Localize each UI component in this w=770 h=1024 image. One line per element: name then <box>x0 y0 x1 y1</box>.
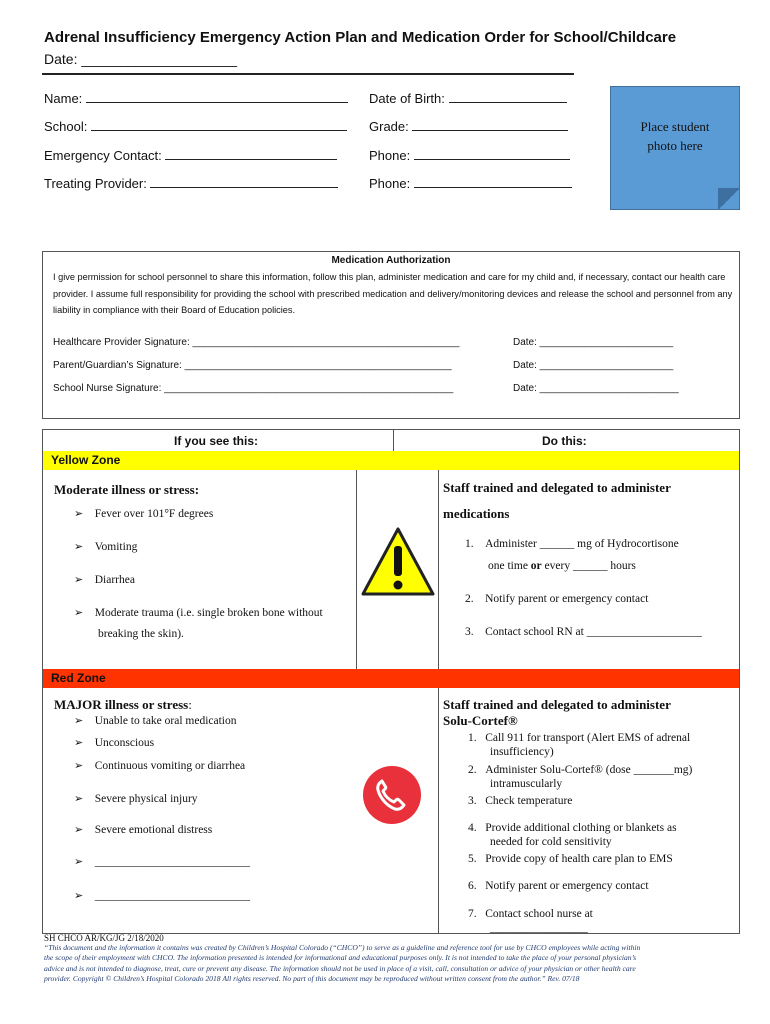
student-photo-placeholder[interactable] <box>610 86 740 210</box>
yellow-step-3 <box>465 626 702 638</box>
yellow-zone-bar <box>43 451 739 470</box>
red-zone-bar <box>43 669 739 688</box>
healthcare-provider-signature[interactable]: Healthcare Provider Signature: ________________________________________________ <box>53 337 460 348</box>
step-text-continued: needed for cold sensitivity <box>490 836 612 848</box>
step-text-continued: insufficiency) <box>490 746 554 758</box>
step-text-continued: intramuscularly <box>490 778 563 790</box>
emergency-contact-field[interactable] <box>44 147 337 163</box>
name-field[interactable] <box>44 90 348 106</box>
photo-label-line2: photo here <box>647 138 703 153</box>
red-step-5 <box>468 853 673 865</box>
yellow-col-divider-1 <box>356 470 357 669</box>
red-symptom-blank[interactable]: ➢ ___________________________ <box>74 890 250 902</box>
treating-provider-field[interactable] <box>44 175 338 191</box>
disclaimer-text: “This document and the information it contains was created by Children’s Hospital Colorado (“CHCO”) to serve as a guideline and reference tool for use by CHCO employees while acting within the scope of their employment with CHCO. The information presented is intended for informational and educational purposes only. It is not intended to take the place of your personal physician’s advice and is not intended to diagnose, treat, cure or prevent any disease. The information should not be used in place of a visit, call, consultation or advice of your physician or other health care provider. Copyright © Children’s Hospital Colorado 2018 All rights reserved. No part of this document may be reproduced without written consent from the author.” Rev. 07/18 <box>44 943 641 984</box>
yellow-zone-label: Yellow Zone <box>51 453 121 467</box>
grade-label: Grade: <box>369 119 409 134</box>
yellow-symptom-text: Diarrhea <box>94 574 135 586</box>
yellow-symptom: ➢ Vomiting <box>74 541 138 553</box>
photo-label-line1: Place student <box>640 119 710 134</box>
parent-signature[interactable]: Parent/Guardian’s Signature: ________________________________________________ <box>53 360 452 371</box>
dob-label: Date of Birth: <box>369 91 445 106</box>
step-text[interactable]: Contact school RN at ____________________ <box>485 626 702 638</box>
dob-field[interactable] <box>369 90 567 106</box>
provider-phone-field[interactable] <box>369 175 572 191</box>
yellow-symptom-text: Vomiting <box>94 541 138 553</box>
step-number: 6. <box>468 880 477 892</box>
red-step-2 <box>468 763 692 791</box>
yellow-symptom: ➢ Moderate trauma (i.e. single broken bone without <box>74 607 323 619</box>
step-number: 2. <box>468 764 477 776</box>
step-number: 2. <box>465 593 474 605</box>
school-field[interactable] <box>44 118 347 134</box>
yellow-symptom-text: Moderate trauma (i.e. single broken bone without <box>94 607 323 619</box>
treating-provider-label: Treating Provider: <box>44 176 147 191</box>
header-col-divider <box>393 430 394 451</box>
authorization-title: Medication Authorization <box>331 255 451 266</box>
red-zone-label: Red Zone <box>51 671 106 685</box>
yellow-symptom: ➢ Diarrhea <box>74 574 135 586</box>
yellow-col-divider-2 <box>438 470 439 669</box>
step-number: 3. <box>465 626 474 638</box>
step-text: Check temperature <box>485 795 573 807</box>
emergency-contact-label: Emergency Contact: <box>44 148 162 163</box>
step-number: 5. <box>468 853 477 865</box>
red-step-3 <box>468 795 572 807</box>
red-symptom-text: Severe physical injury <box>94 793 198 805</box>
school-nurse-blank[interactable]: _________________ <box>490 922 588 934</box>
red-action-heading-2: Solu-Cortef® <box>443 713 518 728</box>
authorization-text: I give permission for school personnel to share this information, follow this plan, administer medication and care for my child and, if necessary, contact our health care provider. I assume full responsibility for providing the school with prescribed medication and delivery/monitoring devices and release the school and personnel from any liability in compliance with their Board of Education policies. <box>53 272 733 315</box>
page-curl-icon <box>718 188 740 210</box>
school-label: School: <box>44 119 88 134</box>
yellow-heading: Moderate illness or stress: <box>54 482 200 497</box>
step-text[interactable]: Administer Solu-Cortef® (dose _______mg) <box>485 764 693 776</box>
red-action-heading-1: Staff trained and delegated to administer <box>443 697 671 712</box>
red-symptom: ➢ Continuous vomiting or diarrhea <box>74 760 246 772</box>
yellow-step-2 <box>465 593 648 605</box>
red-step-4 <box>468 821 677 849</box>
red-symptom-blank[interactable]: ➢ ___________________________ <box>74 856 250 868</box>
red-symptom-text: Unable to take oral medication <box>94 715 237 727</box>
yellow-step-1-continued[interactable]: one time or every ______ hours <box>488 560 636 572</box>
medication-authorization-section <box>42 251 740 419</box>
step-number: 1. <box>465 538 474 550</box>
header-divider <box>42 73 574 75</box>
red-symptom: ➢ Unable to take oral medication <box>74 715 237 727</box>
red-heading: MAJOR illness or stress: <box>54 697 192 712</box>
step-number: 1. <box>468 732 477 744</box>
col-header-symptoms: If you see this: <box>174 434 259 448</box>
form-date-field[interactable]: Date: ____________________ <box>44 51 238 67</box>
red-symptom-text[interactable]: ___________________________ <box>94 856 250 868</box>
step-text: Call 911 for transport (Alert EMS of adrenal <box>485 732 691 744</box>
red-symptom-text[interactable]: ___________________________ <box>94 890 250 902</box>
step-number: 7. <box>468 908 477 920</box>
warning-triangle-icon <box>360 526 436 598</box>
healthcare-provider-date[interactable]: Date: ________________________ <box>513 337 674 348</box>
col-header-actions: Do this: <box>542 434 587 448</box>
step-text: Contact school nurse at <box>485 908 593 920</box>
yellow-symptom-continued: breaking the skin). <box>98 628 184 640</box>
grade-field[interactable] <box>369 118 568 134</box>
school-nurse-date[interactable]: Date: _________________________ <box>513 383 679 394</box>
red-symptom-text: Continuous vomiting or diarrhea <box>94 760 246 772</box>
red-symptom: ➢ Unconscious <box>74 737 155 749</box>
step-text: Provide copy of health care plan to EMS <box>485 853 673 865</box>
phone-label: Phone: <box>369 148 411 163</box>
red-symptom: ➢ Severe physical injury <box>74 793 198 805</box>
name-label: Name: <box>44 91 83 106</box>
yellow-symptom-text: Fever over 101°F degrees <box>94 508 214 520</box>
red-col-divider <box>438 688 439 933</box>
parent-date[interactable]: Date: ________________________ <box>513 360 674 371</box>
step-number: 3. <box>468 795 477 807</box>
red-step-7 <box>468 907 593 935</box>
phone-icon <box>362 765 422 825</box>
document-code: SH CHCO AR/KG/JG 2/18/2020 <box>44 933 164 943</box>
red-step-6 <box>468 880 649 892</box>
step-text: Provide additional clothing or blankets as <box>485 822 677 834</box>
yellow-action-heading-2: medications <box>443 506 510 521</box>
yellow-symptom: ➢ Fever over 101°F degrees <box>74 508 214 520</box>
phone-field[interactable] <box>369 147 570 163</box>
step-text[interactable]: Administer ______ mg of Hydrocortisone <box>485 538 679 550</box>
form-title: Adrenal Insufficiency Emergency Action Plan and Medication Order for School/Childcare <box>44 29 677 46</box>
provider-phone-label: Phone: <box>369 176 411 191</box>
step-number: 4. <box>468 822 477 834</box>
step-text: Notify parent or emergency contact <box>485 880 649 892</box>
red-symptom: ➢ Severe emotional distress <box>74 824 213 836</box>
step-text: Notify parent or emergency contact <box>485 593 649 605</box>
school-nurse-signature[interactable]: School Nurse Signature: ____________________________________________________ <box>53 383 454 394</box>
yellow-step-1 <box>465 538 679 550</box>
red-step-1 <box>468 731 690 759</box>
yellow-action-heading-1: Staff trained and delegated to administer <box>443 480 671 495</box>
red-symptom-text: Unconscious <box>94 737 155 749</box>
red-symptom-text: Severe emotional distress <box>94 824 213 836</box>
